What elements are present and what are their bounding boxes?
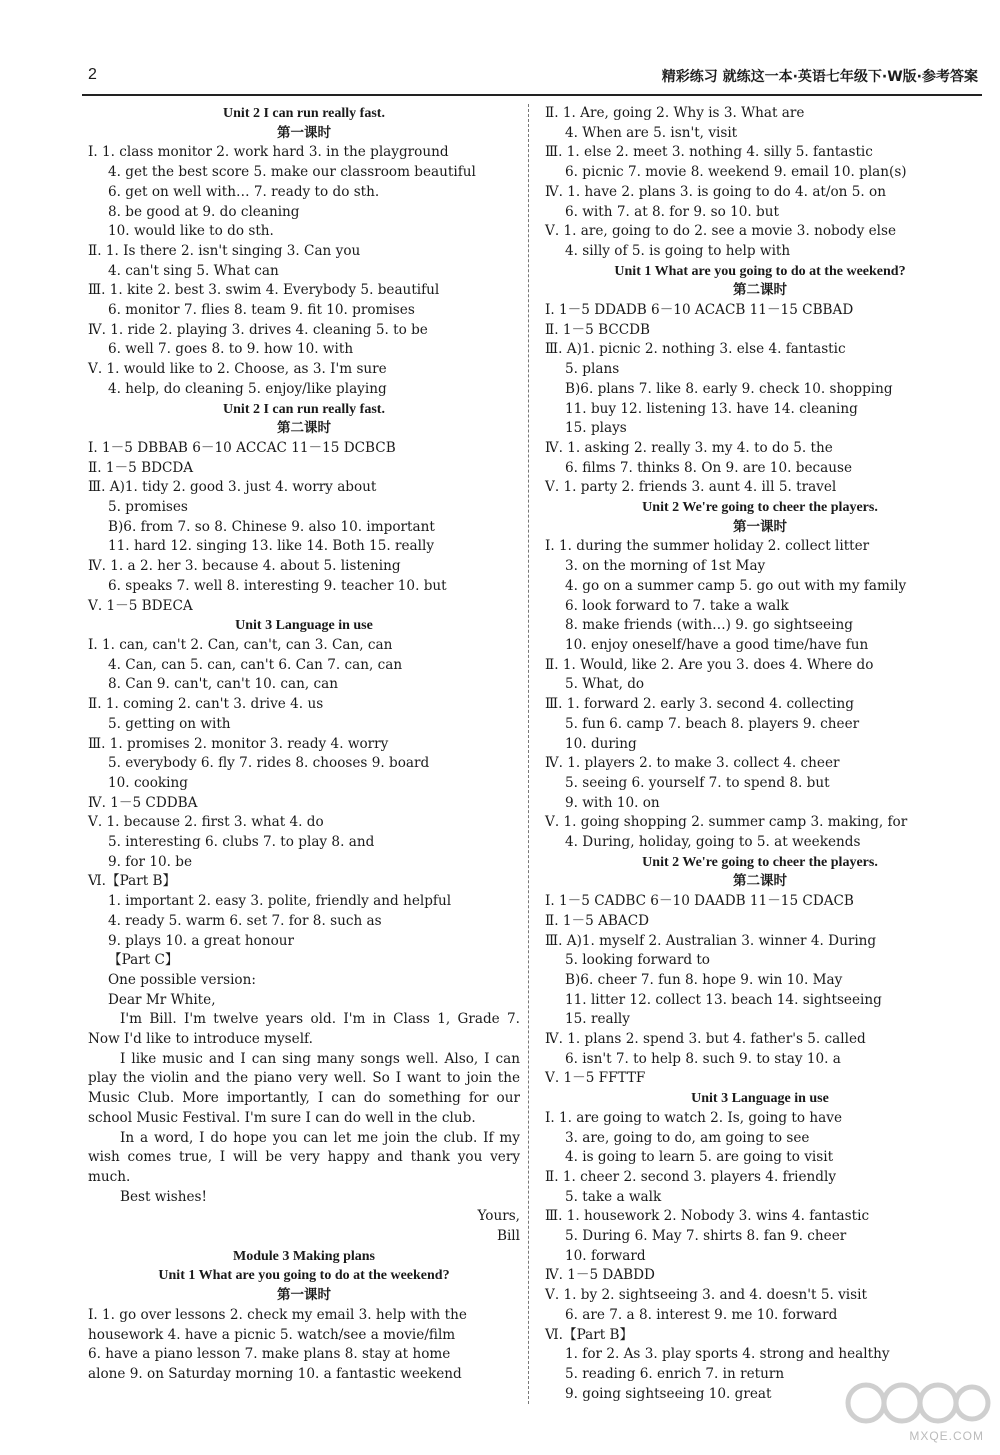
answer-line: 5. everybody 6. fly 7. rides 8. chooses 9. board <box>108 755 430 772</box>
answer-line: 8. Can 9. can't, can't 10. can, can <box>108 676 338 693</box>
answer-line: 6. look forward to 7. take a walk <box>565 597 789 614</box>
answer-line: Ⅱ. 1. Is there 2. isn't singing 3. Can you <box>88 242 361 259</box>
answer-line: B)6. cheer 7. fun 8. hope 9. win 10. May <box>565 971 843 988</box>
answer-line: 6. picnic 7. movie 8. weekend 9. email 10. plan(s) <box>565 164 907 181</box>
column-divider <box>528 104 529 1404</box>
answer-line: 8. make friends (with…) 9. go sightseeing <box>565 617 853 634</box>
answer-line: housework 4. have a picnic 5. watch/see a movie/film <box>88 1326 456 1343</box>
answer-line: 4. silly of 5. is going to help with <box>565 242 791 259</box>
answer-line: 11. litter 12. collect 13. beach 14. sightseeing <box>565 991 882 1008</box>
answer-line: Ⅴ. 1－5 BDECA <box>88 597 193 614</box>
lesson-heading: 第一课时 <box>277 124 331 141</box>
answer-line: Ⅵ.【Part B】 <box>545 1326 634 1343</box>
answer-line: 10. enjoy oneself/have a good time/have fun <box>565 636 869 653</box>
right-column <box>545 104 975 1404</box>
answer-line: 6. speaks 7. well 8. interesting 9. teacher 10. but <box>108 577 447 594</box>
answer-line: 15. plays <box>565 420 627 437</box>
answer-line: B)6. plans 7. like 8. early 9. check 10. shopping <box>565 380 893 397</box>
section-heading: Unit 3 Language in use <box>235 618 373 634</box>
answer-line: 15. really <box>565 1011 630 1028</box>
essay-paragraph: I'm Bill. I'm twelve years old. I'm in Class 1, Grade 7. Now I'd like to introduce myself. <box>88 1011 520 1048</box>
answer-line: Ⅰ. 1. are going to watch 2. Is, going to have <box>545 1109 842 1126</box>
answer-line: 6. are 7. a 8. interest 9. me 10. forward <box>565 1306 838 1323</box>
answer-line: 5. reading 6. enrich 7. in return <box>565 1366 785 1382</box>
answer-line: Ⅴ. 1. party 2. friends 3. aunt 4. ill 5. travel <box>545 479 837 496</box>
answer-line: Ⅲ. 1. else 2. meet 3. nothing 4. silly 5. fantastic <box>545 144 873 161</box>
answer-line: Ⅳ. 1. ride 2. playing 3. drives 4. cleaning 5. to be <box>88 321 428 338</box>
answer-line: 6. isn't 7. to help 8. such 9. to stay 10. a <box>565 1050 841 1067</box>
left-column <box>88 104 520 1385</box>
answer-line: 10. cooking <box>108 774 188 791</box>
section-heading: Unit 1 What are you going to do at the weekend? <box>158 1268 450 1284</box>
answer-line: Ⅳ. 1. plans 2. spend 3. but 4. father's 5. called <box>545 1031 866 1048</box>
answer-line: 4. can't sing 5. What can <box>108 262 279 279</box>
section-heading: Unit 2 I can run really fast. <box>223 401 385 417</box>
answer-line: 4. When are 5. isn't, visit <box>565 124 738 141</box>
answer-line: Ⅰ. 1. can, can't 2. Can, can't, can 3. Can, can <box>88 636 393 653</box>
answer-line: 5. looking forward to <box>565 952 710 969</box>
answer-line: 5. promises <box>108 499 188 516</box>
answer-line: 9. going sightseeing 10. great <box>565 1385 772 1402</box>
answer-line: 5. seeing 6. yourself 7. to spend 8. but <box>565 774 830 791</box>
answer-line: Ⅴ. 1. going shopping 2. summer camp 3. making, for <box>545 814 908 831</box>
answer-line: 3. on the morning of 1st May <box>565 558 766 575</box>
answer-line: 9. with 10. on <box>565 794 660 811</box>
answer-line: Ⅰ. 1. go over lessons 2. check my email 3. help with the <box>88 1306 467 1323</box>
answer-line: 5. fun 6. camp 7. beach 8. players 9. cheer <box>565 715 860 732</box>
answer-line: Ⅳ. 1. have 2. plans 3. is going to do 4. at/on 5. on <box>545 183 886 200</box>
answer-line: 【Part C】 <box>108 952 179 969</box>
lesson-heading: 第二课时 <box>733 282 787 299</box>
answer-line: 10. during <box>565 735 637 752</box>
answer-line: Ⅱ. 1－5 BDCDA <box>88 459 194 476</box>
answer-line: Ⅲ. 1. forward 2. early 3. second 4. collecting <box>545 696 854 713</box>
answer-line: Ⅴ. 1. because 2. first 3. what 4. do <box>88 814 324 831</box>
answer-line: Ⅰ. 1. during the summer holiday 2. collect litter <box>545 538 870 555</box>
answer-line: 6. have a piano lesson 7. make plans 8. stay at home <box>88 1346 451 1363</box>
answer-line: Ⅲ. A)1. myself 2. Australian 3. winner 4. During <box>545 932 877 949</box>
section-heading: Unit 2 I can run really fast. <box>223 106 385 121</box>
answer-line: 1. important 2. easy 3. polite, friendly and helpful <box>108 893 452 910</box>
answer-line: 5. getting on with <box>108 715 231 732</box>
answer-line: Ⅳ. 1. players 2. to make 3. collect 4. cheer <box>545 755 840 772</box>
answer-line: 9. for 10. be <box>108 853 193 870</box>
answer-line: Ⅲ. 1. kite 2. best 3. swim 4. Everybody 5. beautiful <box>88 282 440 299</box>
essay-signoff: Yours, <box>477 1208 520 1225</box>
lesson-heading: 第二课时 <box>277 420 331 437</box>
answer-line: 6. monitor 7. flies 8. team 9. fit 10. promises <box>108 302 415 319</box>
essay-signoff: Bill <box>496 1228 520 1245</box>
answer-line: 11. buy 12. listening 13. have 14. cleaning <box>565 400 858 417</box>
watermark-logo <box>844 1381 994 1447</box>
answer-line: Ⅱ. 1. Are, going 2. Why is 3. What are <box>545 105 805 121</box>
answer-line: Ⅰ. 1－5 DBBAB 6－10 ACCAC 11－15 DCBCB <box>88 439 396 456</box>
answer-line: Ⅴ. 1. are, going to do 2. see a movie 3. nobody else <box>545 223 897 240</box>
answer-line: Ⅲ. 1. promises 2. monitor 3. ready 4. worry <box>88 735 389 752</box>
answer-line: Ⅴ. 1. by 2. sightseeing 3. and 4. doesn't 5. visit <box>545 1287 867 1304</box>
answer-line: 4. help, do cleaning 5. enjoy/like playing <box>108 380 387 397</box>
answer-line: 6. with 7. at 8. for 9. so 10. but <box>565 203 779 220</box>
header-rule <box>82 94 982 96</box>
answer-line: 4. Can, can 5. can, can't 6. Can 7. can, can <box>108 656 403 673</box>
answer-line: Dear Mr White, <box>108 991 216 1008</box>
essay-paragraph: I like music and I can sing many songs well. Also, I can play the violin and the piano very well. So I want to join the Music Club. More importantly, I can do something for our school Music Festival. I'm sure I can do well in the club. <box>88 1050 520 1126</box>
answer-line: Ⅱ. 1－5 ABACD <box>545 912 650 929</box>
answer-line: 9. plays 10. a great honour <box>108 932 295 949</box>
answer-line: 6. well 7. goes 8. to 9. how 10. with <box>108 341 354 358</box>
lesson-heading: 第一课时 <box>733 518 787 535</box>
answer-line: 4. get the best score 5. make our classroom beautiful <box>108 164 476 181</box>
answer-line: 4. is going to learn 5. are going to visit <box>565 1149 834 1166</box>
answer-line: 8. be good at 9. do cleaning <box>108 203 300 220</box>
answer-line: 11. hard 12. singing 13. like 14. Both 15. really <box>108 538 435 555</box>
answer-line: Ⅲ. 1. housework 2. Nobody 3. wins 4. fantastic <box>545 1208 870 1225</box>
section-heading: Unit 2 We're going to cheer the players. <box>642 500 878 516</box>
page-number: 2 <box>88 66 97 83</box>
answer-line: 10. would like to do sth. <box>108 223 274 240</box>
answer-line: Ⅲ. A)1. tidy 2. good 3. just 4. worry about <box>88 479 377 496</box>
section-heading: Module 3 Making plans <box>233 1248 375 1264</box>
answer-line: Ⅴ. 1－5 FFTTF <box>545 1070 646 1087</box>
answer-line: Ⅱ. 1. coming 2. can't 3. drive 4. us <box>88 696 324 713</box>
section-heading: Unit 1 What are you going to do at the weekend? <box>614 263 906 279</box>
answer-line: Ⅲ. A)1. picnic 2. nothing 3. else 4. fantastic <box>545 341 846 358</box>
answer-line: Ⅳ. 1. a 2. her 3. because 4. about 5. listening <box>88 558 401 575</box>
answer-line: 5. During 6. May 7. shirts 8. fan 9. cheer <box>565 1228 847 1245</box>
answer-line: 4. go on a summer camp 5. go out with my family <box>565 577 907 594</box>
answer-line: Ⅳ. 1. asking 2. really 3. my 4. to do 5. the <box>545 439 833 456</box>
answer-line: One possible version: <box>108 971 256 988</box>
answer-line: Ⅳ. 1－5 DABDD <box>545 1267 655 1284</box>
watermark-url: MXQE.COM <box>909 1429 984 1443</box>
answer-line: 5. take a walk <box>565 1188 662 1205</box>
section-heading: Unit 2 We're going to cheer the players. <box>642 854 878 870</box>
answer-line: 10. forward <box>565 1247 646 1264</box>
answer-line: 4. ready 5. warm 6. set 7. for 8. such as <box>108 912 382 929</box>
answer-line: Ⅰ. 1－5 CADBC 6－10 DAADB 11－15 CDACB <box>545 893 854 910</box>
header-title: 精彩练习 就练这一本·英语七年级下·W版·参考答案 <box>661 69 978 85</box>
answer-line: Ⅵ.【Part B】 <box>88 873 177 890</box>
section-heading: Unit 3 Language in use <box>691 1091 829 1107</box>
answer-line: 4. During, holiday, going to 5. at weekends <box>565 834 861 851</box>
answer-line: Ⅴ. 1. would like to 2. Choose, as 3. I'm sure <box>88 361 387 378</box>
answer-line: 5. interesting 6. clubs 7. to play 8. and <box>108 834 375 851</box>
answer-line: Ⅰ. 1. class monitor 2. work hard 3. in the playground <box>88 144 449 161</box>
essay-paragraph: Best wishes! <box>120 1188 207 1205</box>
answer-line: 6. get on well with… 7. ready to do sth. <box>108 183 380 200</box>
answer-line: 5. plans <box>565 361 620 378</box>
answer-line: 3. are, going to do, am going to see <box>565 1129 810 1146</box>
lesson-heading: 第二课时 <box>733 873 787 890</box>
answer-line: 1. for 2. As 3. play sports 4. strong and healthy <box>565 1346 890 1363</box>
answer-line: Ⅱ. 1－5 BCCDB <box>545 321 651 338</box>
answer-line: 5. What, do <box>565 676 645 693</box>
essay-paragraph: In a word, I do hope you can let me join the club. If my wish comes true, I will be very happy and thank you very much. <box>88 1129 520 1185</box>
answer-line: alone 9. on Saturday morning 10. a fantastic weekend <box>88 1366 462 1382</box>
answer-line: Ⅰ. 1－5 DDADB 6－10 ACACB 11－15 CBBAD <box>545 302 854 319</box>
lesson-heading: 第一课时 <box>277 1287 331 1304</box>
answer-line: Ⅱ. 1. cheer 2. second 3. players 4. friendly <box>545 1168 836 1185</box>
answer-line: Ⅳ. 1－5 CDDBA <box>88 794 198 811</box>
answer-line: B)6. from 7. so 8. Chinese 9. also 10. important <box>108 518 435 535</box>
answer-line: 6. films 7. thinks 8. On 9. are 10. because <box>565 459 852 476</box>
answer-line: Ⅱ. 1. Would, like 2. Are you 3. does 4. Where do <box>545 656 874 673</box>
